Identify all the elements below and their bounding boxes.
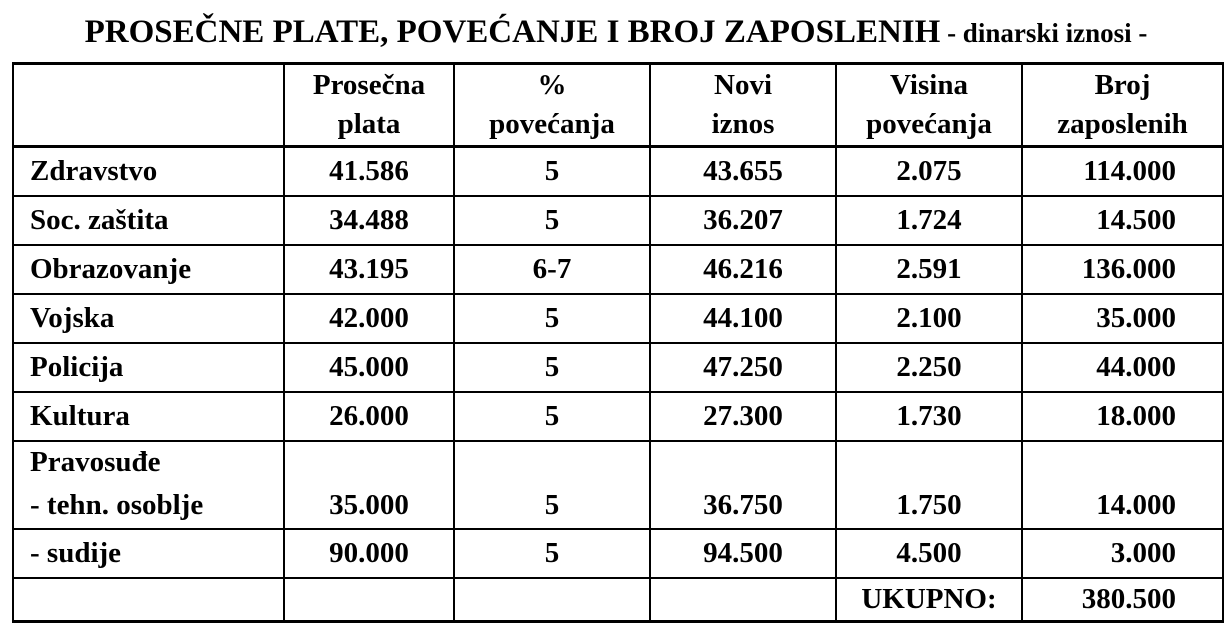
- cell-broj-zaposlenih: 35.000: [1022, 294, 1223, 343]
- cell-broj-zaposlenih: 18.000: [1022, 392, 1223, 441]
- empty-cell: [650, 578, 836, 622]
- cell-prosecna-plata: 41.586: [284, 147, 454, 197]
- row-label: Vojska: [13, 294, 284, 343]
- salary-table: [12, 62, 1224, 623]
- row-label: - tehn. osoblje: [13, 482, 284, 529]
- row-label: Obrazovanje: [13, 245, 284, 294]
- empty-cell: [1022, 441, 1223, 482]
- empty-cell: [454, 578, 650, 622]
- cell-visina-povecanja: 2.075: [836, 147, 1022, 197]
- cell-broj-zaposlenih: 44.000: [1022, 343, 1223, 392]
- cell-procenat: 6-7: [454, 245, 650, 294]
- empty-cell: [836, 441, 1022, 482]
- table-row: [13, 392, 1223, 441]
- header-cell-empty: [13, 64, 284, 147]
- cell-visina-povecanja: 1.724: [836, 196, 1022, 245]
- row-label: Policija: [13, 343, 284, 392]
- header-procenat-povecanja: % povećanja: [454, 64, 650, 147]
- cell-broj-zaposlenih: 136.000: [1022, 245, 1223, 294]
- cell-visina-povecanja: 1.750: [836, 482, 1022, 529]
- cell-prosecna-plata: 26.000: [284, 392, 454, 441]
- cell-novi-iznos: 94.500: [650, 529, 836, 578]
- row-label: Zdravstvo: [13, 147, 284, 197]
- cell-procenat: 5: [454, 196, 650, 245]
- cell-novi-iznos: 44.100: [650, 294, 836, 343]
- empty-cell: [650, 441, 836, 482]
- row-label: Pravosuđe: [13, 441, 284, 482]
- cell-prosecna-plata: 42.000: [284, 294, 454, 343]
- cell-broj-zaposlenih: 14.500: [1022, 196, 1223, 245]
- table-row: [13, 294, 1223, 343]
- empty-cell: [284, 578, 454, 622]
- total-label: UKUPNO:: [836, 578, 1022, 622]
- page-title: [0, 14, 1232, 51]
- title-sub: - dinarski iznosi -: [940, 18, 1148, 48]
- header-broj-zaposlenih: Broj zaposlenih: [1022, 64, 1223, 147]
- cell-visina-povecanja: 2.100: [836, 294, 1022, 343]
- row-label: - sudije: [13, 529, 284, 578]
- cell-procenat: 5: [454, 294, 650, 343]
- cell-procenat: 5: [454, 147, 650, 197]
- header-novi-iznos: Novi iznos: [650, 64, 836, 147]
- cell-visina-povecanja: 4.500: [836, 529, 1022, 578]
- cell-broj-zaposlenih: 3.000: [1022, 529, 1223, 578]
- table-header-row: [13, 64, 1223, 147]
- table-row: [13, 343, 1223, 392]
- cell-novi-iznos: 27.300: [650, 392, 836, 441]
- cell-prosecna-plata: 43.195: [284, 245, 454, 294]
- header-visina-povecanja: Visina povećanja: [836, 64, 1022, 147]
- row-label: Kultura: [13, 392, 284, 441]
- cell-novi-iznos: 43.655: [650, 147, 836, 197]
- table-total-row: [13, 578, 1223, 622]
- cell-procenat: 5: [454, 343, 650, 392]
- title-main: PROSEČNE PLATE, POVEĆANJE I BROJ ZAPOSLENIH: [84, 14, 941, 50]
- cell-prosecna-plata: 45.000: [284, 343, 454, 392]
- cell-broj-zaposlenih: 14.000: [1022, 482, 1223, 529]
- cell-novi-iznos: 46.216: [650, 245, 836, 294]
- empty-cell: [454, 441, 650, 482]
- cell-visina-povecanja: 2.591: [836, 245, 1022, 294]
- row-label: Soc. zaštita: [13, 196, 284, 245]
- table-row: [13, 529, 1223, 578]
- cell-prosecna-plata: 35.000: [284, 482, 454, 529]
- empty-cell: [13, 578, 284, 622]
- empty-cell: [284, 441, 454, 482]
- table-row: [13, 482, 1223, 529]
- cell-procenat: 5: [454, 529, 650, 578]
- table-row-pravosudje-heading: [13, 441, 1223, 482]
- cell-prosecna-plata: 90.000: [284, 529, 454, 578]
- cell-novi-iznos: 36.207: [650, 196, 836, 245]
- header-prosecna-plata: Prosečna plata: [284, 64, 454, 147]
- cell-visina-povecanja: 2.250: [836, 343, 1022, 392]
- table-row: [13, 245, 1223, 294]
- cell-procenat: 5: [454, 392, 650, 441]
- cell-visina-povecanja: 1.730: [836, 392, 1022, 441]
- table-row: [13, 147, 1223, 197]
- cell-prosecna-plata: 34.488: [284, 196, 454, 245]
- cell-broj-zaposlenih: 114.000: [1022, 147, 1223, 197]
- cell-novi-iznos: 36.750: [650, 482, 836, 529]
- total-value: 380.500: [1022, 578, 1223, 622]
- cell-novi-iznos: 47.250: [650, 343, 836, 392]
- table-row: [13, 196, 1223, 245]
- cell-procenat: 5: [454, 482, 650, 529]
